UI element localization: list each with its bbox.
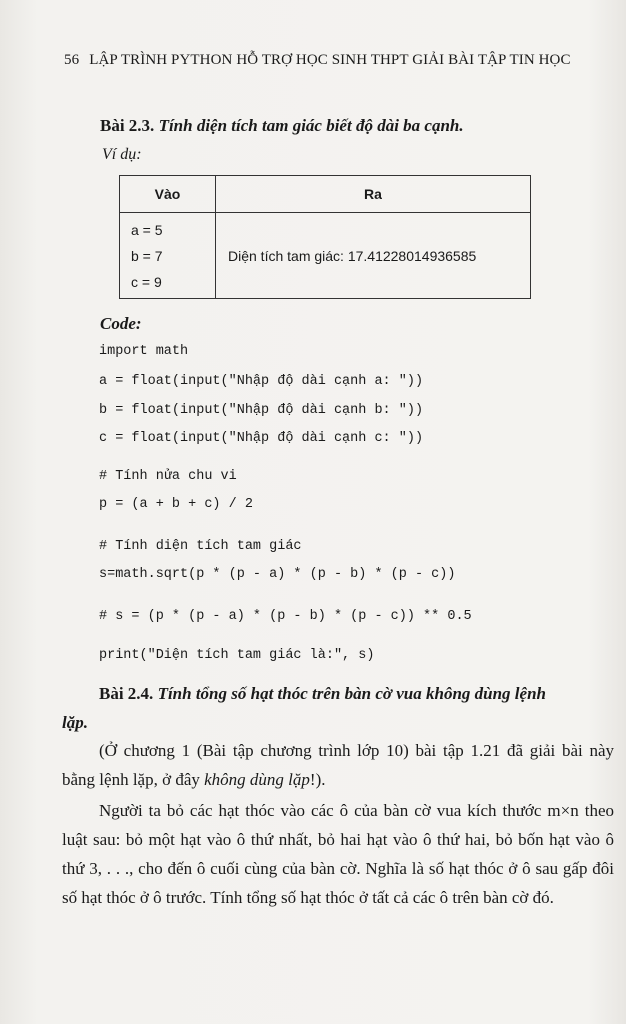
note-text: (Ở chương 1 (Bài tập chương trình lớp 10) bài tập 1.21 đã giải bài này bằng lệnh lặp, ở đây [62,741,614,789]
running-title: LẬP TRÌNH PYTHON HỖ TRỢ HỌC SINH THPT GIẢI BÀI TẬP TIN HỌC [89,52,571,68]
note-italic: không dùng lặp [204,770,310,789]
code-line: a = float(input("Nhập độ dài cạnh a: ")) [99,374,424,389]
paragraph-problem: Người ta bỏ các hạt thóc vào các ô của bàn cờ vua kích thước m×n theo luật sau: bỏ một hạt vào ô thứ nhất, bỏ hai hạt vào ô thứ hai, bỏ bốn hạt vào ô thứ 3, . . ., cho đến ô cuối cùng của bàn cờ. Nghĩa là số hạt thóc ở ô sau gấp đôi số hạt thóc ở ô trước. Tính tổng số hạt thóc ở tất cả các ô trên bàn cờ đó. [62,801,614,907]
exercise-title-line1: Tính tổng số hạt thóc trên bàn cờ vua không dùng lệnh [157,684,546,703]
code-comment: # Tính nửa chu vi [99,469,237,484]
input-b: b = 7 [131,247,163,264]
exercise-2-3-heading [100,116,464,136]
example-label: Ví dụ: [102,146,142,163]
code-line: b = float(input("Nhập độ dài cạnh b: ")) [99,403,424,418]
input-c: c = 9 [131,273,162,290]
page-number: 56 [64,52,80,68]
table-inputs-cell [120,213,216,299]
table-output-cell: Diện tích tam giác: 17.41228014936585 [216,213,531,299]
code-line: s=math.sqrt(p * (p - a) * (p - b) * (p - c)) [99,567,456,582]
code-comment: # Tính diện tích tam giác [99,539,302,554]
exercise-title-line2: lặp. [62,713,88,732]
table-header-in: Vào [120,176,216,213]
code-line: import math [99,344,189,359]
code-comment: # s = (p * (p - a) * (p - b) * (p - c)) ** 0.5 [99,609,472,624]
code-line: print("Diện tích tam giác là:", s) [99,648,375,663]
code-line: c = float(input("Nhập độ dài cạnh c: ")) [99,431,424,446]
example-table [119,175,531,299]
exercise-title: Tính diện tích tam giác biết độ dài ba cạnh. [158,116,464,135]
exercise-label: Bài 2.3. [100,116,155,135]
code-label: Code: [100,314,142,333]
input-a: a = 5 [131,221,163,238]
exercise-label: Bài 2.4. [99,684,154,703]
page-header [64,52,571,69]
note-text-end: !). [309,770,326,789]
paragraph-note [62,736,614,794]
code-line: p = (a + b + c) / 2 [99,497,253,512]
table-header-out: Ra [216,176,531,213]
exercise-2-4-heading [62,679,614,737]
